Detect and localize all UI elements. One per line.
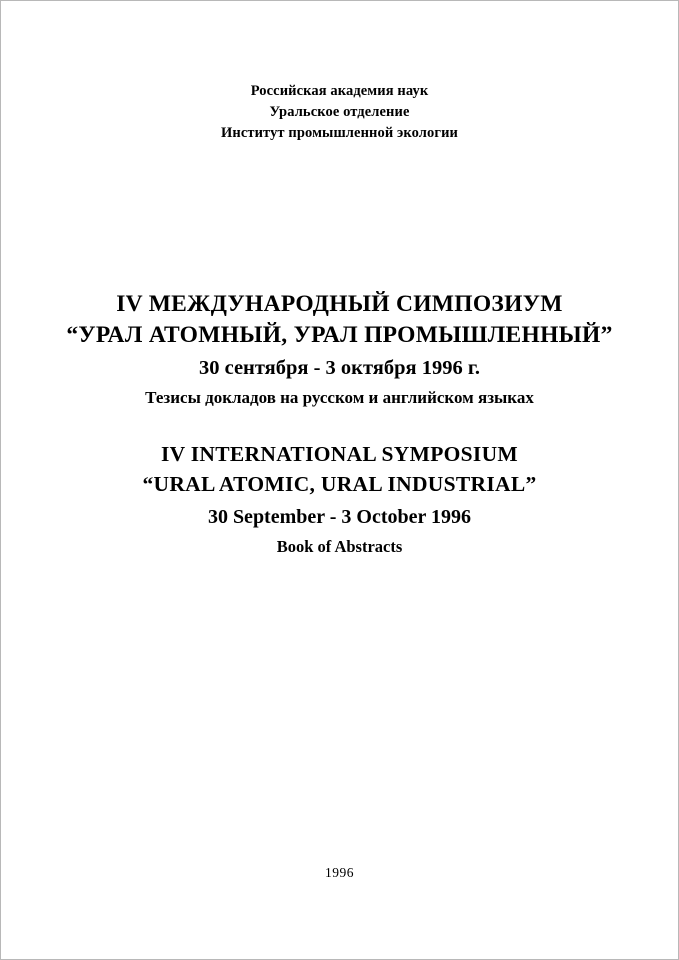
- english-subtitle: Book of Abstracts: [276, 537, 403, 556]
- english-dates: 30 September - 3 October 1996: [207, 506, 472, 528]
- title-block: [1, 289, 678, 560]
- english-title-line-2: “URAL ATOMIC, URAL INDUSTRIAL”: [142, 472, 537, 496]
- affiliation-line-branch: Уральское отделение: [269, 104, 410, 120]
- affiliation-line-institute: Институт промышленной экологии: [221, 125, 458, 141]
- russian-subtitle: Тезисы докладов на русском и английском языках: [145, 388, 534, 407]
- affiliation-block: [1, 81, 678, 144]
- page-content: [1, 1, 678, 959]
- russian-dates: 30 сентября - 3 октября 1996 г.: [198, 357, 481, 379]
- affiliation-line-academy: Российская академия наук: [250, 83, 429, 99]
- publication-year: 1996: [325, 865, 354, 880]
- russian-title-line-1: IV МЕЖДУНАРОДНЫЙ СИМПОЗИУМ: [116, 291, 563, 317]
- english-title-group: [1, 439, 678, 560]
- english-title-line-1: IV INTERNATIONAL SYMPOSIUM: [160, 442, 519, 466]
- russian-title-line-2: “УРАЛ АТОМНЫЙ, УРАЛ ПРОМЫШЛЕННЫЙ”: [66, 322, 613, 348]
